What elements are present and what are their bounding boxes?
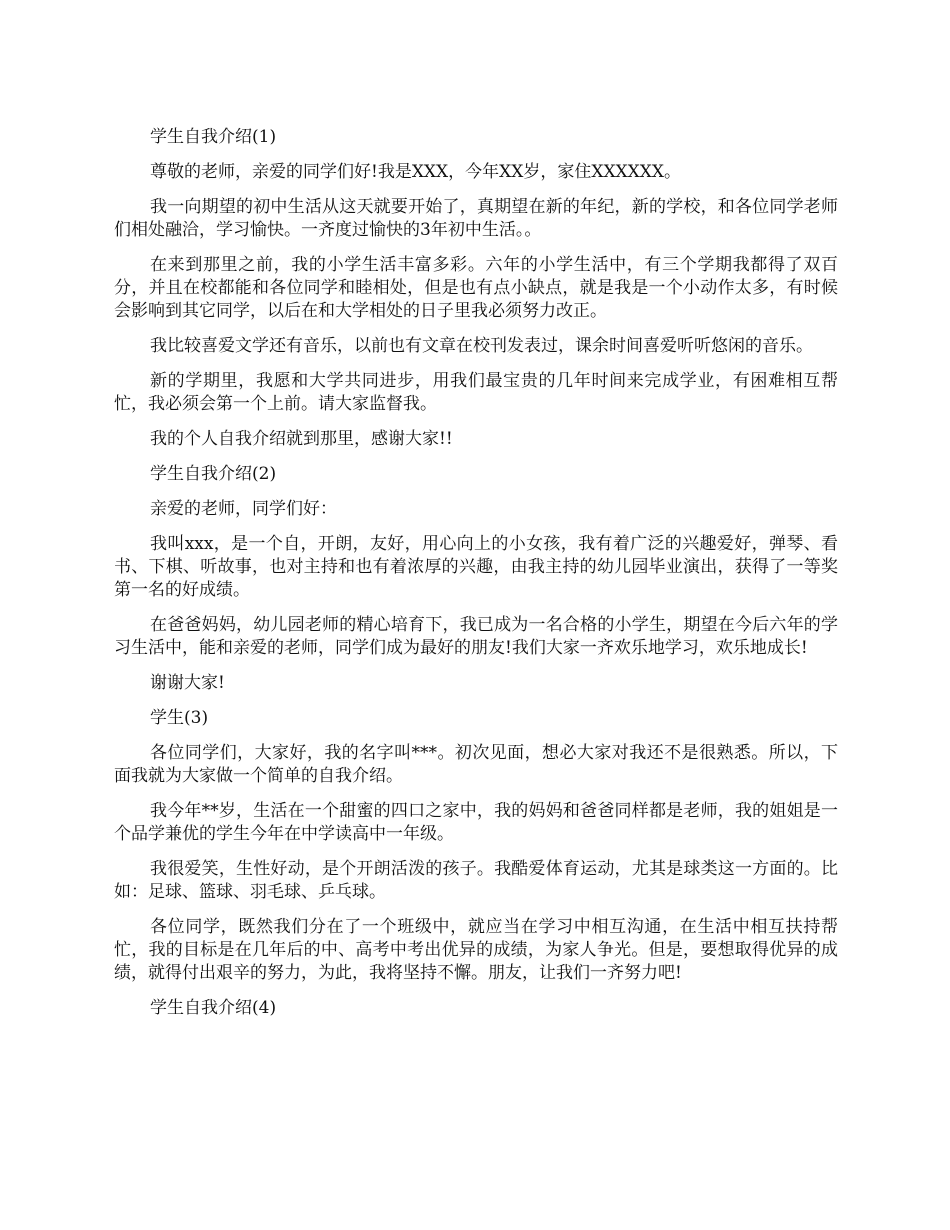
paragraph: 各位同学们，大家好，我的名字叫***。初次见面，想必大家对我还不是很熟悉。所以，下面我就为大家做一个简单的自我介绍。	[114, 743, 838, 786]
document-page	[114, 126, 838, 1032]
paragraph: 我的个人自我介绍就到那里，感谢大家!!	[150, 429, 453, 449]
paragraph: 亲爱的老师，同学们好：	[150, 499, 337, 519]
paragraph: 我很爱笑，生性好动，是个开朗活泼的孩子。我酷爱体育运动，尤其是球类这一方面的。比如：足球、篮球、羽毛球、乒乓球。	[114, 859, 838, 902]
paragraph: 谢谢大家!	[150, 673, 225, 693]
paragraph: 我叫xxx，是一个自，开朗，友好，用心向上的小女孩，我有着广泛的兴趣爱好，弹琴、看书、下棋、听故事，也对主持和也有着浓厚的兴趣，由我主持的幼儿园毕业演出，获得了一等奖第一名的好成绩。	[114, 534, 838, 600]
section-heading-1: 学生自我介绍(1)	[150, 127, 277, 147]
paragraph: 新的学期里，我愿和大学共同进步，用我们最宝贵的几年时间来完成学业，有困难相互帮忙，我必须会第一个上前。请大家监督我。	[114, 371, 838, 414]
section-heading-2: 学生自我介绍(2)	[150, 464, 277, 484]
section-heading-3: 学生(3)	[150, 708, 209, 728]
paragraph: 在来到那里之前，我的小学生活丰富多彩。六年的小学生活中，有三个学期我都得了双百分，并且在校都能和各位同学和睦相处，但是也有点小缺点，就是我是一个小动作太多，有时候会影响到其它同学，以后在和大学相处的日子里我必须努力改正。	[114, 255, 838, 321]
paragraph: 在爸爸妈妈，幼儿园老师的精心培育下，我已成为一名合格的小学生，期望在今后六年的学习生活中，能和亲爱的老师，同学们成为最好的朋友!我们大家一齐欢乐地学习，欢乐地成长!	[114, 615, 838, 658]
section-heading-4: 学生自我介绍(4)	[150, 998, 277, 1018]
paragraph: 我今年**岁，生活在一个甜蜜的四口之家中，我的妈妈和爸爸同样都是老师，我的姐姐是一个品学兼优的学生今年在中学读高中一年级。	[114, 801, 838, 844]
paragraph: 尊敬的老师，亲爱的同学们好!我是XXX，今年XX岁，家住XXXXXX。	[150, 162, 681, 182]
paragraph: 各位同学，既然我们分在了一个班级中，就应当在学习中相互沟通，在生活中相互扶持帮忙，我的目标是在几年后的中、高考中考出优异的成绩，为家人争光。但是，要想取得优异的成绩，就得付出艰辛的努力，为此，我将坚持不懈。朋友，让我们一齐努力吧!	[114, 917, 838, 983]
paragraph: 我一向期望的初中生活从这天就要开始了，真期望在新的年纪，新的学校，和各位同学老师们相处融洽，学习愉快。一齐度过愉快的3年初中生活。。	[114, 197, 838, 240]
paragraph: 我比较喜爱文学还有音乐，以前也有文章在校刊发表过，课余时间喜爱听听悠闲的音乐。	[150, 336, 813, 356]
